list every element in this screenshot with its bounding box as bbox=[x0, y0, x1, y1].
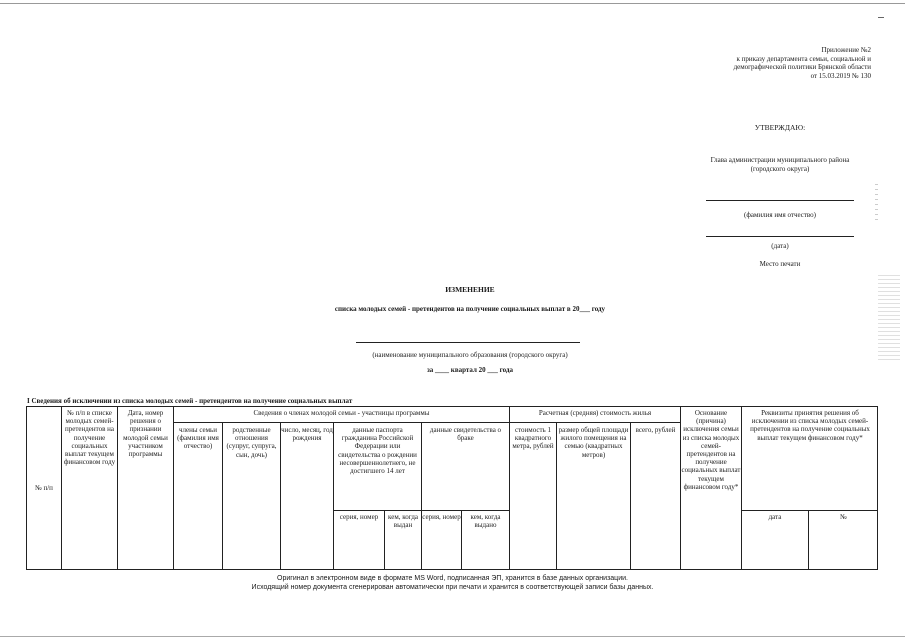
header-marriage: данные свидетельства о браке bbox=[429, 426, 502, 443]
header-passport-series: серия, номер bbox=[339, 513, 379, 521]
header-decision: Дата, номер решения о признании молодой семьи участником программы bbox=[123, 409, 168, 459]
seal-caption: Место печати bbox=[759, 260, 801, 268]
header-no: № bbox=[840, 513, 847, 521]
appendix-line: к приказу департамента семьи, социальной и bbox=[736, 54, 871, 63]
footer bbox=[150, 574, 755, 592]
appendix-line: Приложение №2 bbox=[821, 46, 871, 54]
approve-label: УТВЕРЖДАЮ: bbox=[754, 123, 806, 132]
header-members-group: Сведения о членах молодой семьи - участницы программы bbox=[253, 409, 430, 417]
header-area: размер общей площади жилого помещения на семью (квадратных метров) bbox=[558, 426, 629, 459]
header-num-in-list: № п/п в списке молодых семей-претендентов на получение социальных выплат текущем финансовом году bbox=[63, 409, 116, 467]
appendix-line: демографической политики Брянской области bbox=[733, 63, 871, 71]
signature-line bbox=[706, 200, 854, 201]
table-rule bbox=[509, 422, 680, 423]
table-rule bbox=[630, 422, 631, 570]
head-title bbox=[690, 156, 870, 173]
header-marriage-issued: кем, когда выдано bbox=[470, 513, 501, 530]
document-subtitle: списка молодых семей - претендентов на получение социальных выплат в 20___ году bbox=[334, 305, 606, 313]
header-cost-group: Расчетная (средняя) стоимость жилья bbox=[538, 409, 652, 417]
header-reason: Основание (причина) исключения семьи из списка молодых семей-претендентов на получение социальных выплат текущем финансовом году* bbox=[681, 409, 741, 491]
name-caption: (фамилия имя отчество) bbox=[743, 211, 817, 219]
header-num: № п/п bbox=[35, 484, 53, 492]
scan-noise bbox=[878, 272, 900, 362]
table-rule bbox=[333, 510, 509, 511]
header-members: члены семьи (фамилия имя отчество) bbox=[177, 426, 219, 451]
quarter-line: за ____ квартал 20 ___ года bbox=[426, 366, 514, 374]
header-sqm-cost: стоимость 1 квадратного метра, рублей bbox=[512, 426, 554, 451]
table-rule bbox=[280, 422, 281, 570]
header-requisites-group: Реквизиты принятия решения об исключении из списка молодых семей-претендентов на получение социальных выплат текущем финансовом году* bbox=[750, 409, 870, 442]
header-total: всего, рублей bbox=[635, 426, 676, 434]
appendix-line: от 15.03.2019 № 130 bbox=[810, 71, 871, 80]
table-rule bbox=[509, 406, 510, 570]
date-caption: (дата) bbox=[771, 242, 789, 250]
table-rule bbox=[421, 422, 422, 570]
head-line: (городского округа) bbox=[750, 164, 810, 173]
section-heading: I Сведения об исключении из списка молодых семей - претендентов на получение социальных выплат bbox=[27, 397, 353, 405]
date-line bbox=[706, 236, 854, 237]
header-passport-issued: кем, когда выдан bbox=[388, 513, 418, 530]
header-marriage-series: серия, номер bbox=[422, 513, 461, 521]
document-title: ИЗМЕНЕНИЕ bbox=[445, 285, 495, 294]
scan-line-top bbox=[0, 3, 905, 4]
footer-line: Исходящий номер документа сгенерирован автоматически при печати и хранится в соответствующей записи базы данных. bbox=[251, 584, 654, 591]
municipality-caption: (наименование муниципального образования (городского округа) bbox=[372, 351, 568, 359]
scan-noise bbox=[875, 180, 878, 220]
municipality-line bbox=[356, 342, 580, 343]
header-passport: данные паспорта гражданина Российской Федерации или свидетельства о рождении несовершеннолетнего, не достигшего 14 лет bbox=[338, 426, 417, 476]
appendix-block bbox=[611, 46, 871, 80]
footer-line: Оригинал в электронном виде в формате MS Word, подписанная ЭП, хранится в базе данных организации. bbox=[277, 575, 628, 582]
scan-speck bbox=[878, 17, 884, 18]
table-rule bbox=[173, 422, 509, 423]
head-line: Глава администрации муниципального района bbox=[710, 156, 850, 164]
header-birth: число, месяц, год рождения bbox=[281, 426, 333, 443]
scan-line-bottom bbox=[0, 636, 905, 637]
header-relation: родственные отношения (супруг, супруга, сын, дочь) bbox=[226, 426, 277, 459]
header-date: дата bbox=[768, 513, 782, 521]
table-rule bbox=[741, 510, 878, 511]
